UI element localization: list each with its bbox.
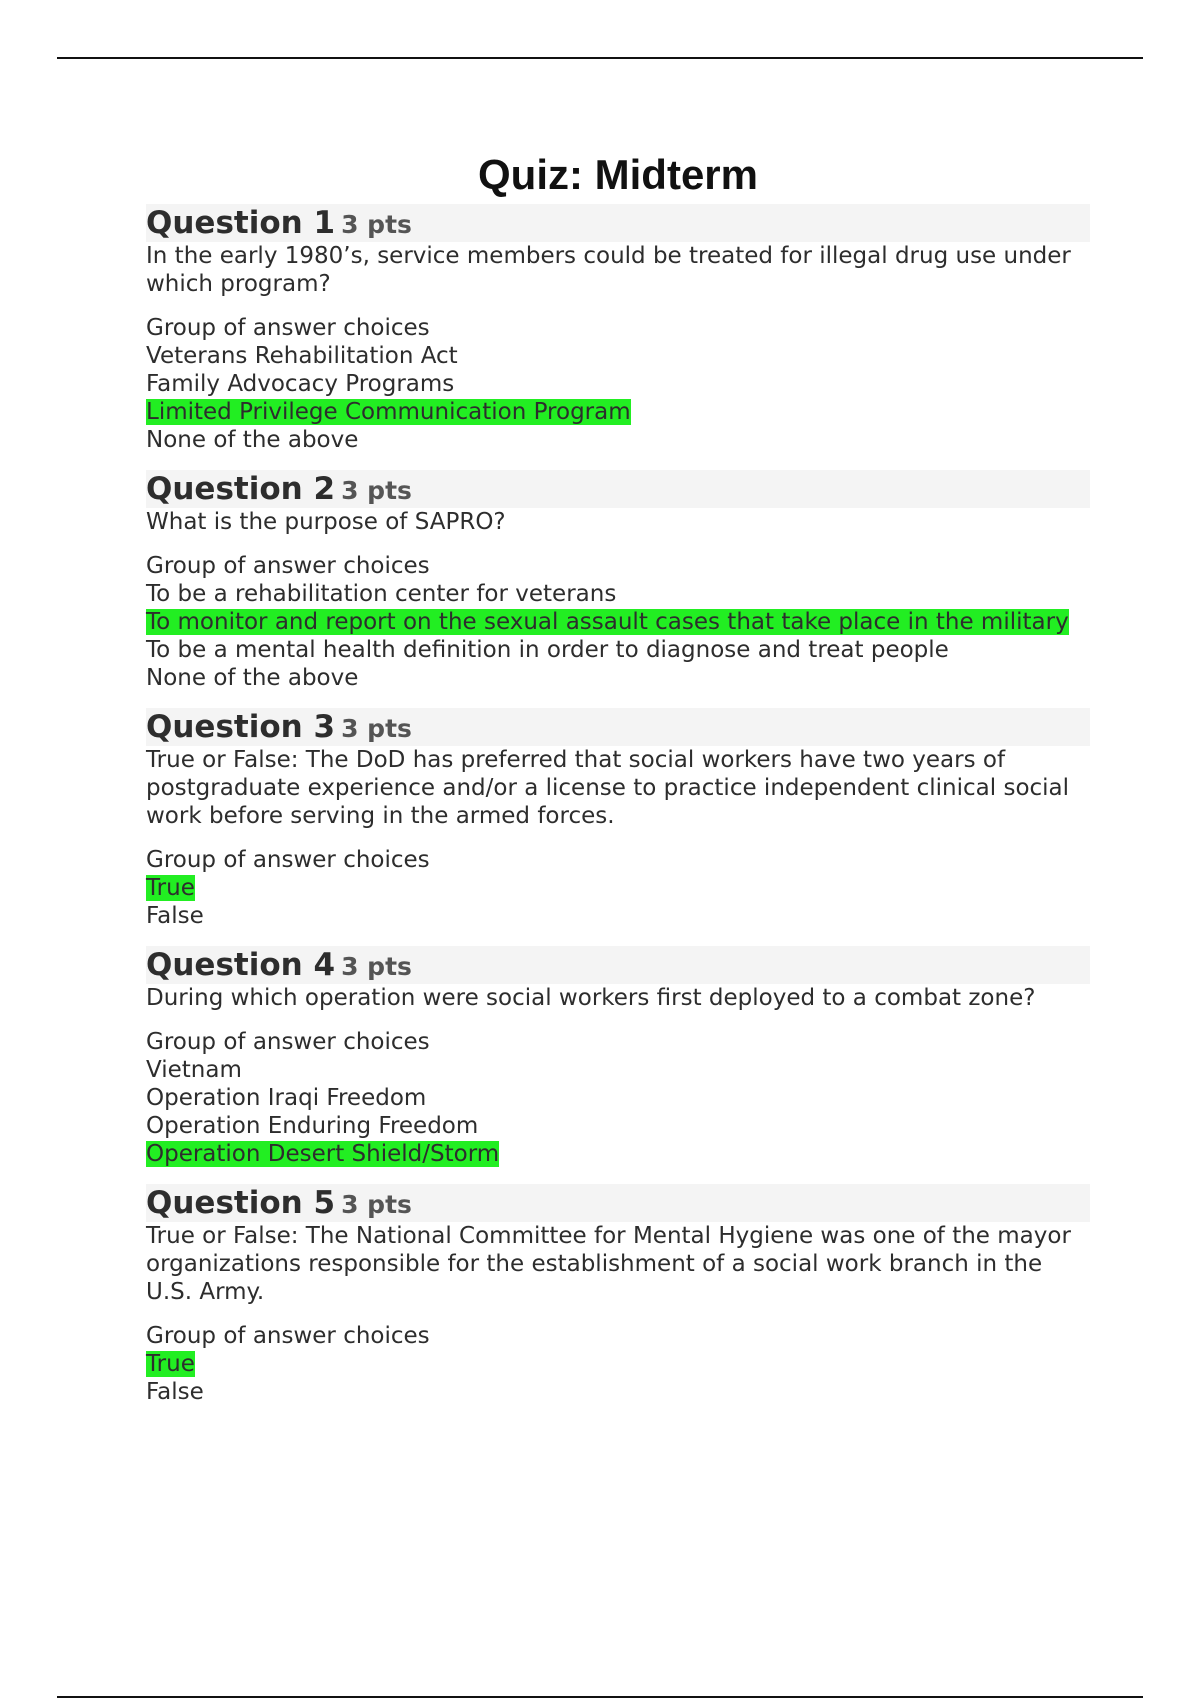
question-list xyxy=(146,204,1090,1406)
answer-text: False xyxy=(146,1379,204,1405)
question-text: During which operation were social workers first deployed to a combat zone? xyxy=(146,985,1036,1011)
top-rule xyxy=(57,57,1143,59)
question-header xyxy=(146,946,1090,984)
answer-text: None of the above xyxy=(146,427,359,453)
question-number: Question 1 xyxy=(146,205,336,241)
question-block xyxy=(146,708,1090,930)
answer-choice-highlighted xyxy=(146,398,1090,426)
question-block xyxy=(146,1184,1090,1406)
answer-text: False xyxy=(146,903,204,929)
answer-choice xyxy=(146,580,1090,608)
question-text: In the early 1980’s, service members could be treated for illegal drug use under which program? xyxy=(146,243,1071,297)
answer-choice xyxy=(146,1378,1090,1406)
question-header xyxy=(146,470,1090,508)
answer-text: To monitor and report on the sexual assault cases that take place in the military xyxy=(146,609,1069,635)
answer-choice xyxy=(146,342,1090,370)
answer-choice xyxy=(146,636,1090,664)
question-header xyxy=(146,204,1090,242)
question-number: Question 2 xyxy=(146,471,336,507)
answer-choice-highlighted xyxy=(146,608,1090,636)
answer-text: True xyxy=(146,875,195,901)
question-block xyxy=(146,946,1090,1168)
question-number: Question 3 xyxy=(146,709,336,745)
question-text: True or False: The DoD has preferred that social workers have two years of postgraduate experience and/or a license to practice independent clinical social work before serving in the armed forces. xyxy=(146,747,1070,829)
answer-text: To be a mental health definition in order to diagnose and treat people xyxy=(146,637,949,663)
answer-group-label: Group of answer choices xyxy=(146,847,430,873)
answer-choice xyxy=(146,902,1090,930)
answer-text: Family Advocacy Programs xyxy=(146,371,455,397)
question-points: 3 pts xyxy=(341,952,412,981)
answer-choice xyxy=(146,1084,1090,1112)
answer-group-label: Group of answer choices xyxy=(146,1029,430,1055)
answer-choice xyxy=(146,1112,1090,1140)
answer-text: Vietnam xyxy=(146,1057,242,1083)
answer-choice xyxy=(146,426,1090,454)
question-text: What is the purpose of SAPRO? xyxy=(146,509,506,535)
question-number: Question 4 xyxy=(146,947,336,983)
answer-text: To be a rehabilitation center for veterans xyxy=(146,581,617,607)
question-points: 3 pts xyxy=(341,476,412,505)
page-title: Quiz: Midterm xyxy=(478,151,758,198)
question-points: 3 pts xyxy=(341,714,412,743)
answer-choice xyxy=(146,664,1090,692)
answer-text: Operation Enduring Freedom xyxy=(146,1113,479,1139)
question-points: 3 pts xyxy=(341,1190,412,1219)
answer-choice-highlighted xyxy=(146,1140,1090,1168)
answer-group-label: Group of answer choices xyxy=(146,553,430,579)
bottom-rule xyxy=(57,1696,1143,1698)
question-number: Question 5 xyxy=(146,1185,336,1221)
answer-group-label: Group of answer choices xyxy=(146,1323,430,1349)
question-block xyxy=(146,470,1090,692)
question-points: 3 pts xyxy=(341,210,412,239)
answer-text: Limited Privilege Communication Program xyxy=(146,399,631,425)
quiz-content xyxy=(146,148,1090,1422)
question-header xyxy=(146,1184,1090,1222)
answer-group-label: Group of answer choices xyxy=(146,315,430,341)
answer-text: None of the above xyxy=(146,665,359,691)
answer-choice-highlighted xyxy=(146,874,1090,902)
answer-text: True xyxy=(146,1351,195,1377)
question-block xyxy=(146,204,1090,454)
answer-text: Veterans Rehabilitation Act xyxy=(146,343,458,369)
question-header xyxy=(146,708,1090,746)
question-text: True or False: The National Committee for Mental Hygiene was one of the mayor organizations responsible for the establishment of a social work branch in the U.S. Army. xyxy=(146,1223,1071,1305)
answer-choice xyxy=(146,1056,1090,1084)
answer-choice xyxy=(146,370,1090,398)
answer-text: Operation Iraqi Freedom xyxy=(146,1085,427,1111)
answer-text: Operation Desert Shield/Storm xyxy=(146,1141,500,1167)
answer-choice-highlighted xyxy=(146,1350,1090,1378)
